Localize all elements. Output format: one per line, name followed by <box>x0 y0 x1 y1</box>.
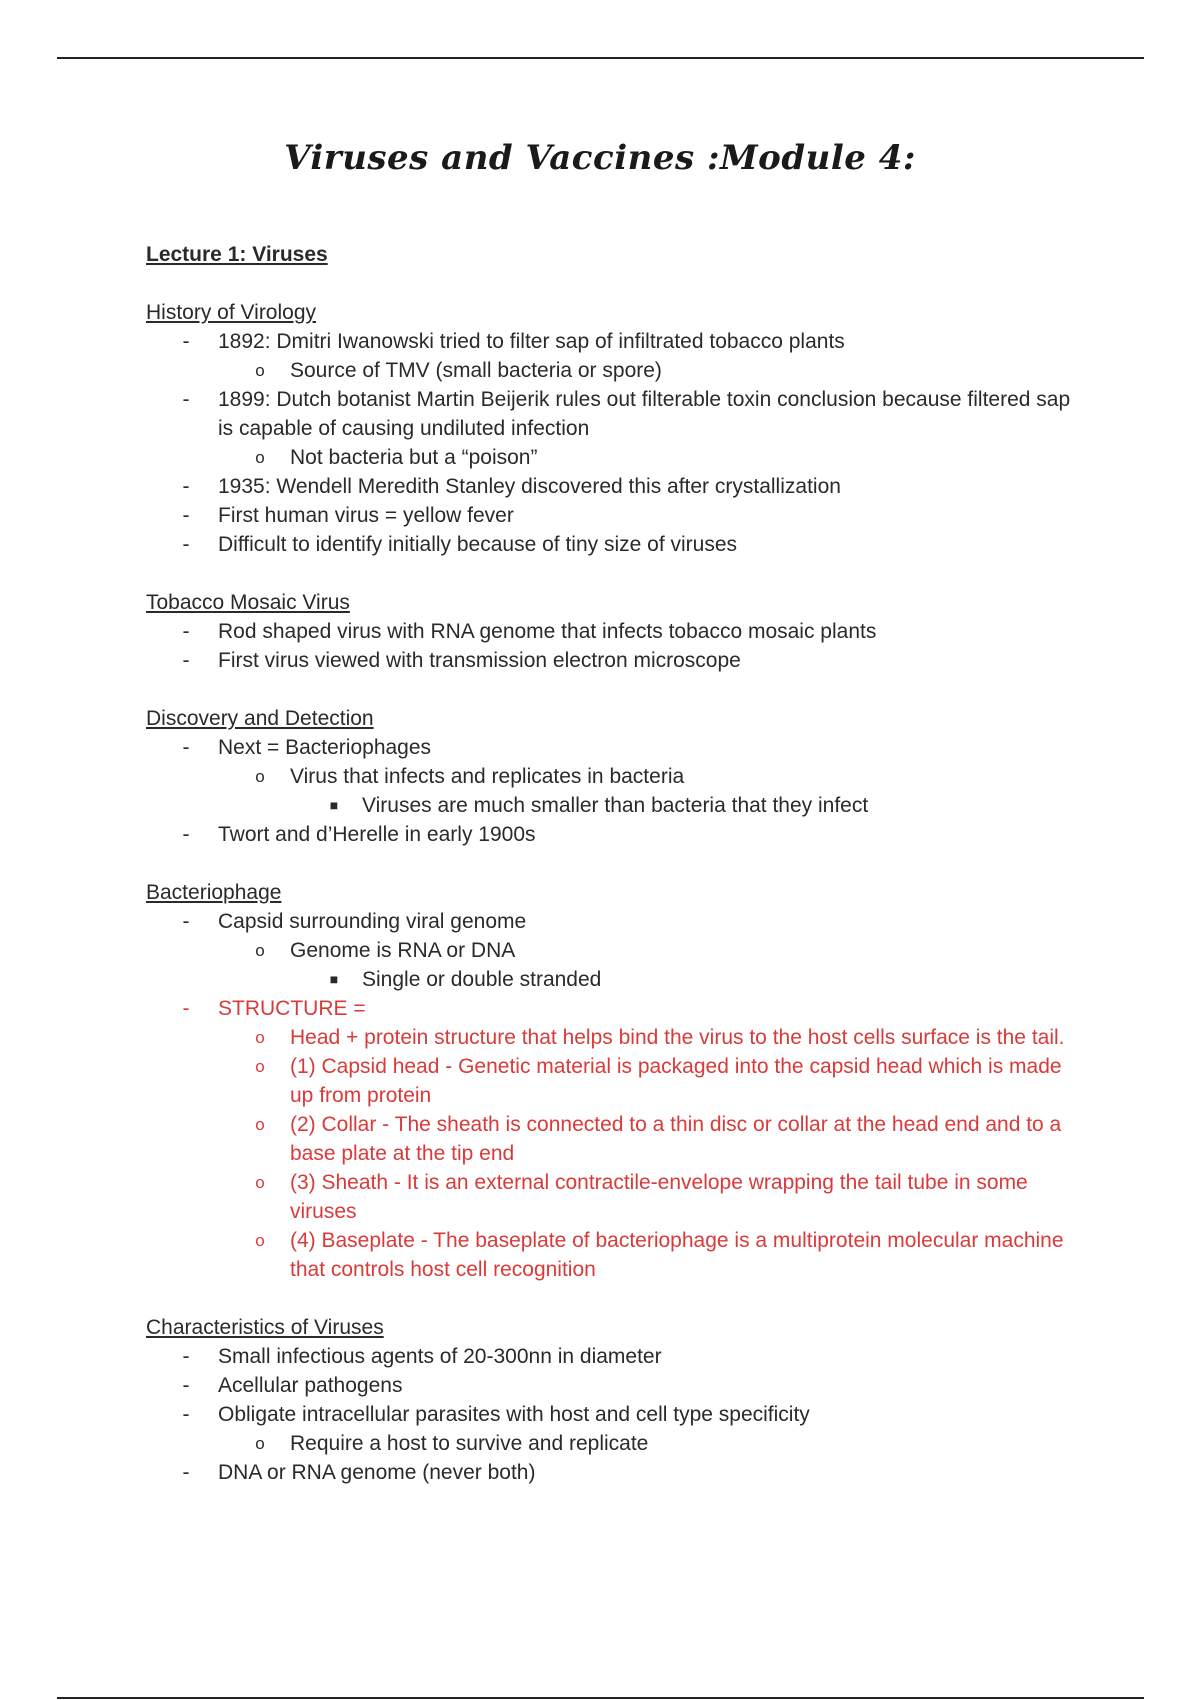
list-item-text: Small infectious agents of 20-300nn in diameter <box>218 1345 662 1368</box>
bullet-marker: - <box>182 1461 190 1484</box>
bullet-marker: ■ <box>329 971 339 987</box>
bullet-marker: - <box>182 504 190 527</box>
bullet-marker: o <box>255 767 265 786</box>
list-item <box>146 1052 1086 1110</box>
list-item <box>146 1458 1086 1487</box>
lecture-heading: Lecture 1: Viruses <box>146 243 328 266</box>
top-rule <box>57 57 1144 59</box>
bullet-marker: - <box>182 1374 190 1397</box>
list-item-text: Genome is RNA or DNA <box>290 939 516 962</box>
list-item-text: Require a host to survive and replicate <box>290 1432 649 1455</box>
list-item-text: Virus that infects and replicates in bacteria <box>290 765 685 788</box>
list-item-text: Head + protein structure that helps bind the virus to the host cells surface is the tail. <box>290 1026 1065 1049</box>
section-heading: Bacteriophage <box>146 881 282 904</box>
bullet-marker: o <box>255 1115 265 1134</box>
list-item <box>146 1023 1086 1052</box>
section <box>146 298 1086 559</box>
list-item-text: (4) Baseplate - The baseplate of bacteriophage is a multiprotein molecular machine that controls host cell recognition <box>290 1229 1064 1281</box>
list-item <box>146 646 1086 675</box>
bullet-marker: - <box>182 736 190 759</box>
bullet-marker: o <box>255 1231 265 1250</box>
notes-content <box>146 240 1086 1516</box>
section-heading: Characteristics of Viruses <box>146 1316 384 1339</box>
list-item <box>146 733 1086 762</box>
list-item-text: Acellular pathogens <box>218 1374 403 1397</box>
bullet-marker: - <box>182 388 190 411</box>
list-item-text: (2) Collar - The sheath is connected to a thin disc or collar at the head end and to a base plate at the tip end <box>290 1113 1062 1165</box>
list-item-text: Next = Bacteriophages <box>218 736 432 759</box>
list-item <box>146 1400 1086 1429</box>
section <box>146 704 1086 849</box>
section-heading: History of Virology <box>146 301 317 324</box>
list-item <box>146 1168 1086 1226</box>
list-item-text: 1935: Wendell Meredith Stanley discovered this after crystallization <box>218 475 841 498</box>
list-item <box>146 472 1086 501</box>
bullet-marker: o <box>255 361 265 380</box>
list-item-text: Twort and d’Herelle in early 1900s <box>218 823 536 846</box>
bullet-marker: o <box>255 1434 265 1453</box>
list-item-text: Source of TMV (small bacteria or spore) <box>290 359 662 382</box>
bottom-rule <box>57 1697 1144 1699</box>
bullet-marker: - <box>182 649 190 672</box>
bullet-marker: ■ <box>329 797 339 813</box>
list-item <box>146 327 1086 356</box>
list-item <box>146 1110 1086 1168</box>
bullet-marker: o <box>255 1057 265 1076</box>
list-item <box>146 936 1086 965</box>
list-item <box>146 907 1086 936</box>
list-item <box>146 501 1086 530</box>
list-item-text: First virus viewed with transmission electron microscope <box>218 649 741 672</box>
list-item <box>146 994 1086 1023</box>
section-heading: Tobacco Mosaic Virus <box>146 591 350 614</box>
list-item-text: Single or double stranded <box>362 968 602 991</box>
list-item <box>146 617 1086 646</box>
list-item <box>146 820 1086 849</box>
list-item <box>146 443 1086 472</box>
section <box>146 878 1086 1284</box>
list-item-text: 1899: Dutch botanist Martin Beijerik rules out filterable toxin conclusion because filtered sap is capable of causing undiluted infection <box>218 388 1071 440</box>
bullet-marker: - <box>182 330 190 353</box>
list-item <box>146 1226 1086 1284</box>
list-item <box>146 791 1086 820</box>
bullet-marker: o <box>255 1173 265 1192</box>
list-item <box>146 356 1086 385</box>
list-item-text: First human virus = yellow fever <box>218 504 514 527</box>
list-item-text: Rod shaped virus with RNA genome that infects tobacco mosaic plants <box>218 620 877 643</box>
bullet-marker: o <box>255 941 265 960</box>
bullet-marker: - <box>182 823 190 846</box>
list-item-text: (1) Capsid head - Genetic material is packaged into the capsid head which is made up from protein <box>290 1055 1062 1107</box>
list-item <box>146 530 1086 559</box>
list-item-text: DNA or RNA genome (never both) <box>218 1461 536 1484</box>
list-item-text: (3) Sheath - It is an external contractile-envelope wrapping the tail tube in some viruses <box>290 1171 1028 1223</box>
list-item <box>146 1371 1086 1400</box>
list-item-text: Obligate intracellular parasites with host and cell type specificity <box>218 1403 810 1426</box>
section <box>146 1313 1086 1487</box>
section <box>146 588 1086 675</box>
list-item-text: STRUCTURE = <box>218 997 366 1020</box>
bullet-marker: - <box>182 620 190 643</box>
bullet-marker: - <box>182 475 190 498</box>
list-item <box>146 965 1086 994</box>
list-item <box>146 762 1086 791</box>
list-item <box>146 385 1086 443</box>
bullet-marker: - <box>182 997 190 1020</box>
sections-container <box>146 298 1086 1487</box>
bullet-marker: - <box>182 1345 190 1368</box>
bullet-marker: - <box>182 533 190 556</box>
list-item-text: Capsid surrounding viral genome <box>218 910 527 933</box>
list-item-text: Viruses are much smaller than bacteria that they infect <box>362 794 869 817</box>
list-item-text: Difficult to identify initially because of tiny size of viruses <box>218 533 738 556</box>
bullet-marker: o <box>255 1028 265 1047</box>
list-item <box>146 1429 1086 1458</box>
bullet-marker: o <box>255 448 265 467</box>
page-title: Viruses and Vaccines :Module 4: <box>284 138 916 178</box>
list-item <box>146 1342 1086 1371</box>
bullet-marker: - <box>182 910 190 933</box>
section-heading: Discovery and Detection <box>146 707 374 730</box>
bullet-marker: - <box>182 1403 190 1426</box>
list-item-text: Not bacteria but a “poison” <box>290 446 538 469</box>
list-item-text: 1892: Dmitri Iwanowski tried to filter sap of infiltrated tobacco plants <box>218 330 845 353</box>
